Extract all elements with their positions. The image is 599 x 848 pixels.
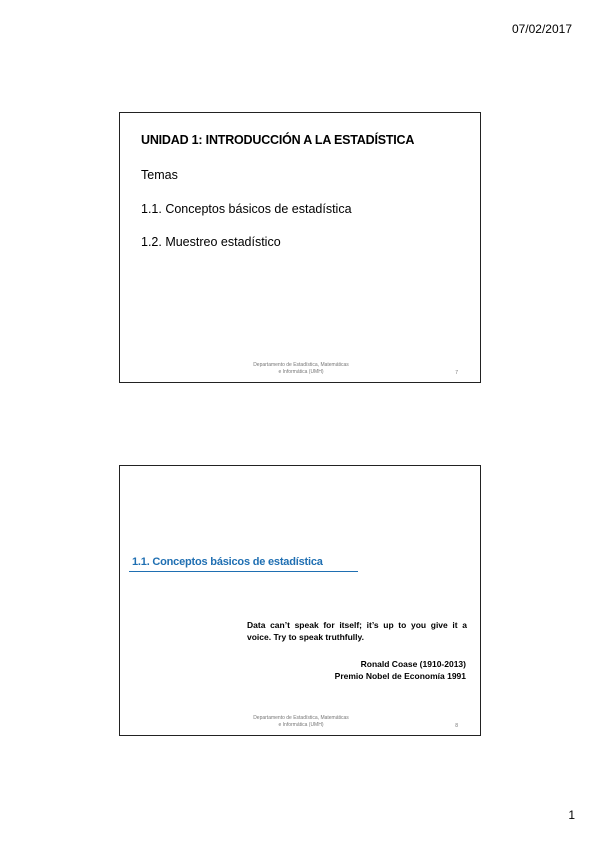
quote-author-note: Premio Nobel de Economía 1991	[334, 671, 466, 681]
slide-footer	[120, 362, 482, 376]
page-date: 07/02/2017	[511, 22, 572, 36]
footer-department-line2: e Informática (UMH)	[278, 722, 324, 728]
footer-department: Departamento de Estadística, Matemáticas	[253, 715, 349, 721]
section-title: 1.1. Conceptos básicos de estadística	[132, 556, 323, 568]
slide-number: 8	[455, 723, 458, 729]
quote-text: Data can’t speak for itself; it’s up to you give it a voice. Try to speak truthfully.	[247, 620, 467, 642]
quote-author: Ronald Coase (1910-2013)	[360, 659, 466, 669]
section-underline	[129, 571, 358, 572]
slide-footer	[120, 715, 482, 729]
slide-8	[119, 465, 481, 736]
quote-attribution	[335, 658, 466, 682]
page-number: 1	[568, 808, 575, 822]
footer-department-line2: e Informática (UMH)	[278, 369, 324, 375]
topics-heading: Temas	[141, 168, 178, 182]
topic-item: 1.1. Conceptos básicos de estadística	[141, 202, 352, 216]
slide-title: UNIDAD 1: INTRODUCCIÓN A LA ESTADÍSTICA	[141, 133, 415, 147]
footer-department: Departamento de Estadística, Matemáticas	[253, 362, 349, 368]
slide-7	[119, 112, 481, 383]
topic-item: 1.2. Muestreo estadístico	[141, 235, 281, 249]
slide-number: 7	[455, 370, 458, 376]
